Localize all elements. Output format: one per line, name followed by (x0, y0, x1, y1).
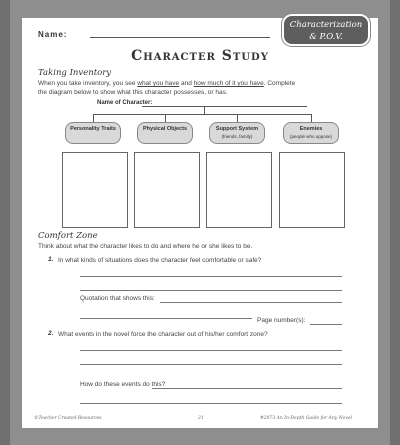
diagram-name-label: Name of Character: (97, 100, 153, 106)
connector-stem (204, 106, 205, 114)
badge-line2: & P.O.V. (309, 32, 343, 42)
answer-box-personality[interactable] (62, 152, 128, 228)
inventory-text-d: how much of it you have (193, 80, 264, 87)
name-field[interactable] (90, 37, 270, 38)
category-personality-traits (65, 122, 121, 144)
comfort-intro: Think about what the character likes to do and where he or she likes to be. (38, 243, 253, 250)
category-enemies (283, 122, 339, 144)
answer-box-enemies[interactable] (279, 152, 345, 228)
question-1-number: 1. (48, 256, 54, 263)
frame-edge-left (0, 0, 10, 445)
page-number-label: Page number(s): (257, 317, 306, 324)
diagram-name-field[interactable] (142, 106, 307, 107)
category-title: Enemies (299, 126, 323, 132)
connector-bar (93, 114, 311, 115)
inventory-instructions (38, 79, 368, 97)
how-label: How do these events do this? (80, 381, 166, 388)
quotation-label: Quotation that shows this: (80, 295, 155, 302)
category-title: Physical Objects (142, 126, 188, 132)
footer-title: #2973 An In-Depth Guide for Any Novel (260, 416, 352, 421)
answer-line[interactable] (80, 350, 342, 351)
answer-line[interactable] (80, 276, 342, 277)
category-sub: (people who oppose) (289, 134, 333, 139)
inventory-text-b: what you have (137, 80, 180, 87)
category-title: Support System (215, 126, 259, 132)
inventory-text-a: When you take inventory, you see (38, 80, 138, 87)
topic-badge (282, 14, 370, 46)
answer-box-physical[interactable] (134, 152, 200, 228)
inventory-text-e: . Complete (263, 80, 296, 87)
answer-line[interactable] (80, 403, 342, 404)
category-physical-objects (137, 122, 193, 144)
category-title: Personality Traits (70, 126, 116, 132)
question-2-number: 2. (48, 330, 54, 337)
inventory-text-line2: the diagram below to show what this character possesses, or has. (38, 89, 228, 96)
quotation-line[interactable] (160, 302, 342, 303)
footer-publisher: ©Teacher Created Resources (34, 416, 102, 421)
connector-2 (165, 114, 166, 122)
category-support-system (209, 122, 265, 144)
how-line[interactable] (152, 388, 342, 389)
connector-3 (237, 114, 238, 122)
connector-1 (93, 114, 94, 122)
answer-box-support[interactable] (206, 152, 272, 228)
inventory-heading: Taking Inventory (38, 68, 112, 78)
category-sub: (friends, family) (221, 134, 253, 139)
page-title: Character Study (131, 48, 269, 64)
answer-line[interactable] (80, 318, 252, 319)
answer-line[interactable] (80, 364, 342, 365)
connector-4 (311, 114, 312, 122)
footer-page-number: 21 (198, 416, 204, 421)
page-number-line[interactable] (310, 324, 342, 325)
comfort-heading: Comfort Zone (38, 231, 98, 241)
frame-edge-right (390, 0, 400, 445)
answer-line[interactable] (80, 290, 342, 291)
name-label: Name: (38, 30, 68, 39)
question-1-text: In what kinds of situations does the character feel comfortable or safe? (58, 257, 262, 264)
question-2-text: What events in the novel force the character out of his/her comfort zone? (58, 331, 268, 338)
badge-line1: Characterization (289, 20, 363, 30)
inventory-text-c: and (179, 80, 194, 87)
